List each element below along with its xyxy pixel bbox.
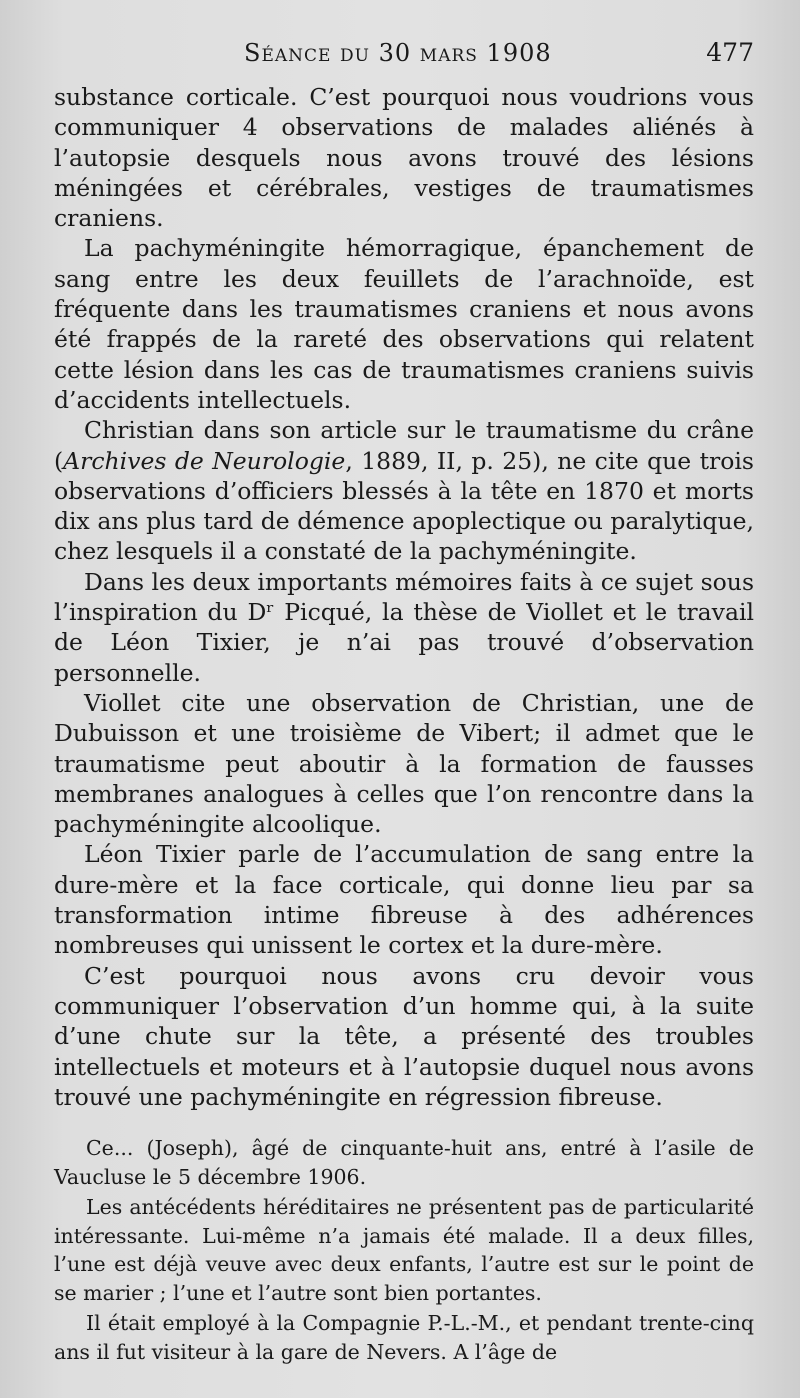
paragraph: Léon Tixier parle de l’accumulation de sang entre la dure-mère et la face corticale, qui donne lieu par sa transformation intime fibreuse à des adhérences nombreuses qui unissent le cortex et la dure-mère. — [54, 840, 754, 960]
paragraph: Dans les deux importants mémoires faits à ce sujet sous l’inspiration du Dʳ Picqué, la thèse de Viollet et le travail de Léon Tixier, je n’ai pas trouvé d’observation personnelle. — [54, 567, 754, 687]
journal-title: Archives de Neurologie — [63, 446, 346, 475]
observation-paragraph: Les antécédents héréditaires ne présentent pas de particularité intéressante. Lui-même n’a jamais été malade. Il a deux filles, l’une est déjà veuve avec deux enfants, l’autre est sur le point de se marier ; l’une et l’autre sont bien portantes. — [54, 1195, 754, 1305]
text-run: , 1889, II, p. 25), ne cite que trois observations d’officiers blessés à la tête en 1870 et morts dix ans plus tard de démence apoplectique ou paralytique, chez lesquels il a constaté de la pachyméningite. — [54, 446, 754, 566]
paragraph — [54, 415, 754, 566]
paragraph: Viollet cite une observation de Christian, une de Dubuisson et une troisième de Vibert; il admet que le traumatisme peut aboutir à la formation de fausses membranes analogues à celles que l’on rencontre dans la pachyméningite alcoolique. — [54, 688, 754, 839]
paragraph: C’est pourquoi nous avons cru devoir vous communiquer l’observation d’un homme qui, à la suite d’une chute sur la tête, a présenté des troubles intellectuels et moteurs et à l’autopsie duquel nous avons trouvé une pachyméningite en régression fibreuse. — [54, 961, 754, 1111]
paragraph: substance corticale. C’est pourquoi nous voudrions vous communiquer 4 observations de malades aliénés à l’autopsie desquels nous avons trouvé des lésions méningées et cérébrales, vestiges de traumatismes craniens. — [54, 83, 754, 233]
observation-paragraph: Il était employé à la Compagnie P.-L.-M., et pendant trente-cinq ans il fut visiteur à la gare de Nevers. A l’âge de — [54, 1311, 754, 1364]
main-text — [54, 82, 754, 1112]
page-header — [244, 38, 754, 74]
case-observation — [54, 1134, 754, 1366]
text-run: Christian dans son article sur le traumatisme du crâne ( — [54, 416, 754, 475]
page-number: 477 — [706, 38, 754, 67]
observation-paragraph: Ce... (Joseph), âgé de cinquante-huit ans, entré à l’asile de Vaucluse le 5 décembre 1906. — [54, 1136, 754, 1189]
running-head: Séance du 30 mars 1908 — [244, 39, 552, 67]
paragraph: La pachyméningite hémorragique, épanchement de sang entre les deux feuillets de l’arachnoïde, est fréquente dans les traumatismes craniens et nous avons été frappés de la rareté des observations qui relatent cette lésion dans les cas de traumatismes craniens suivis d’accidents intellectuels. — [54, 234, 754, 414]
